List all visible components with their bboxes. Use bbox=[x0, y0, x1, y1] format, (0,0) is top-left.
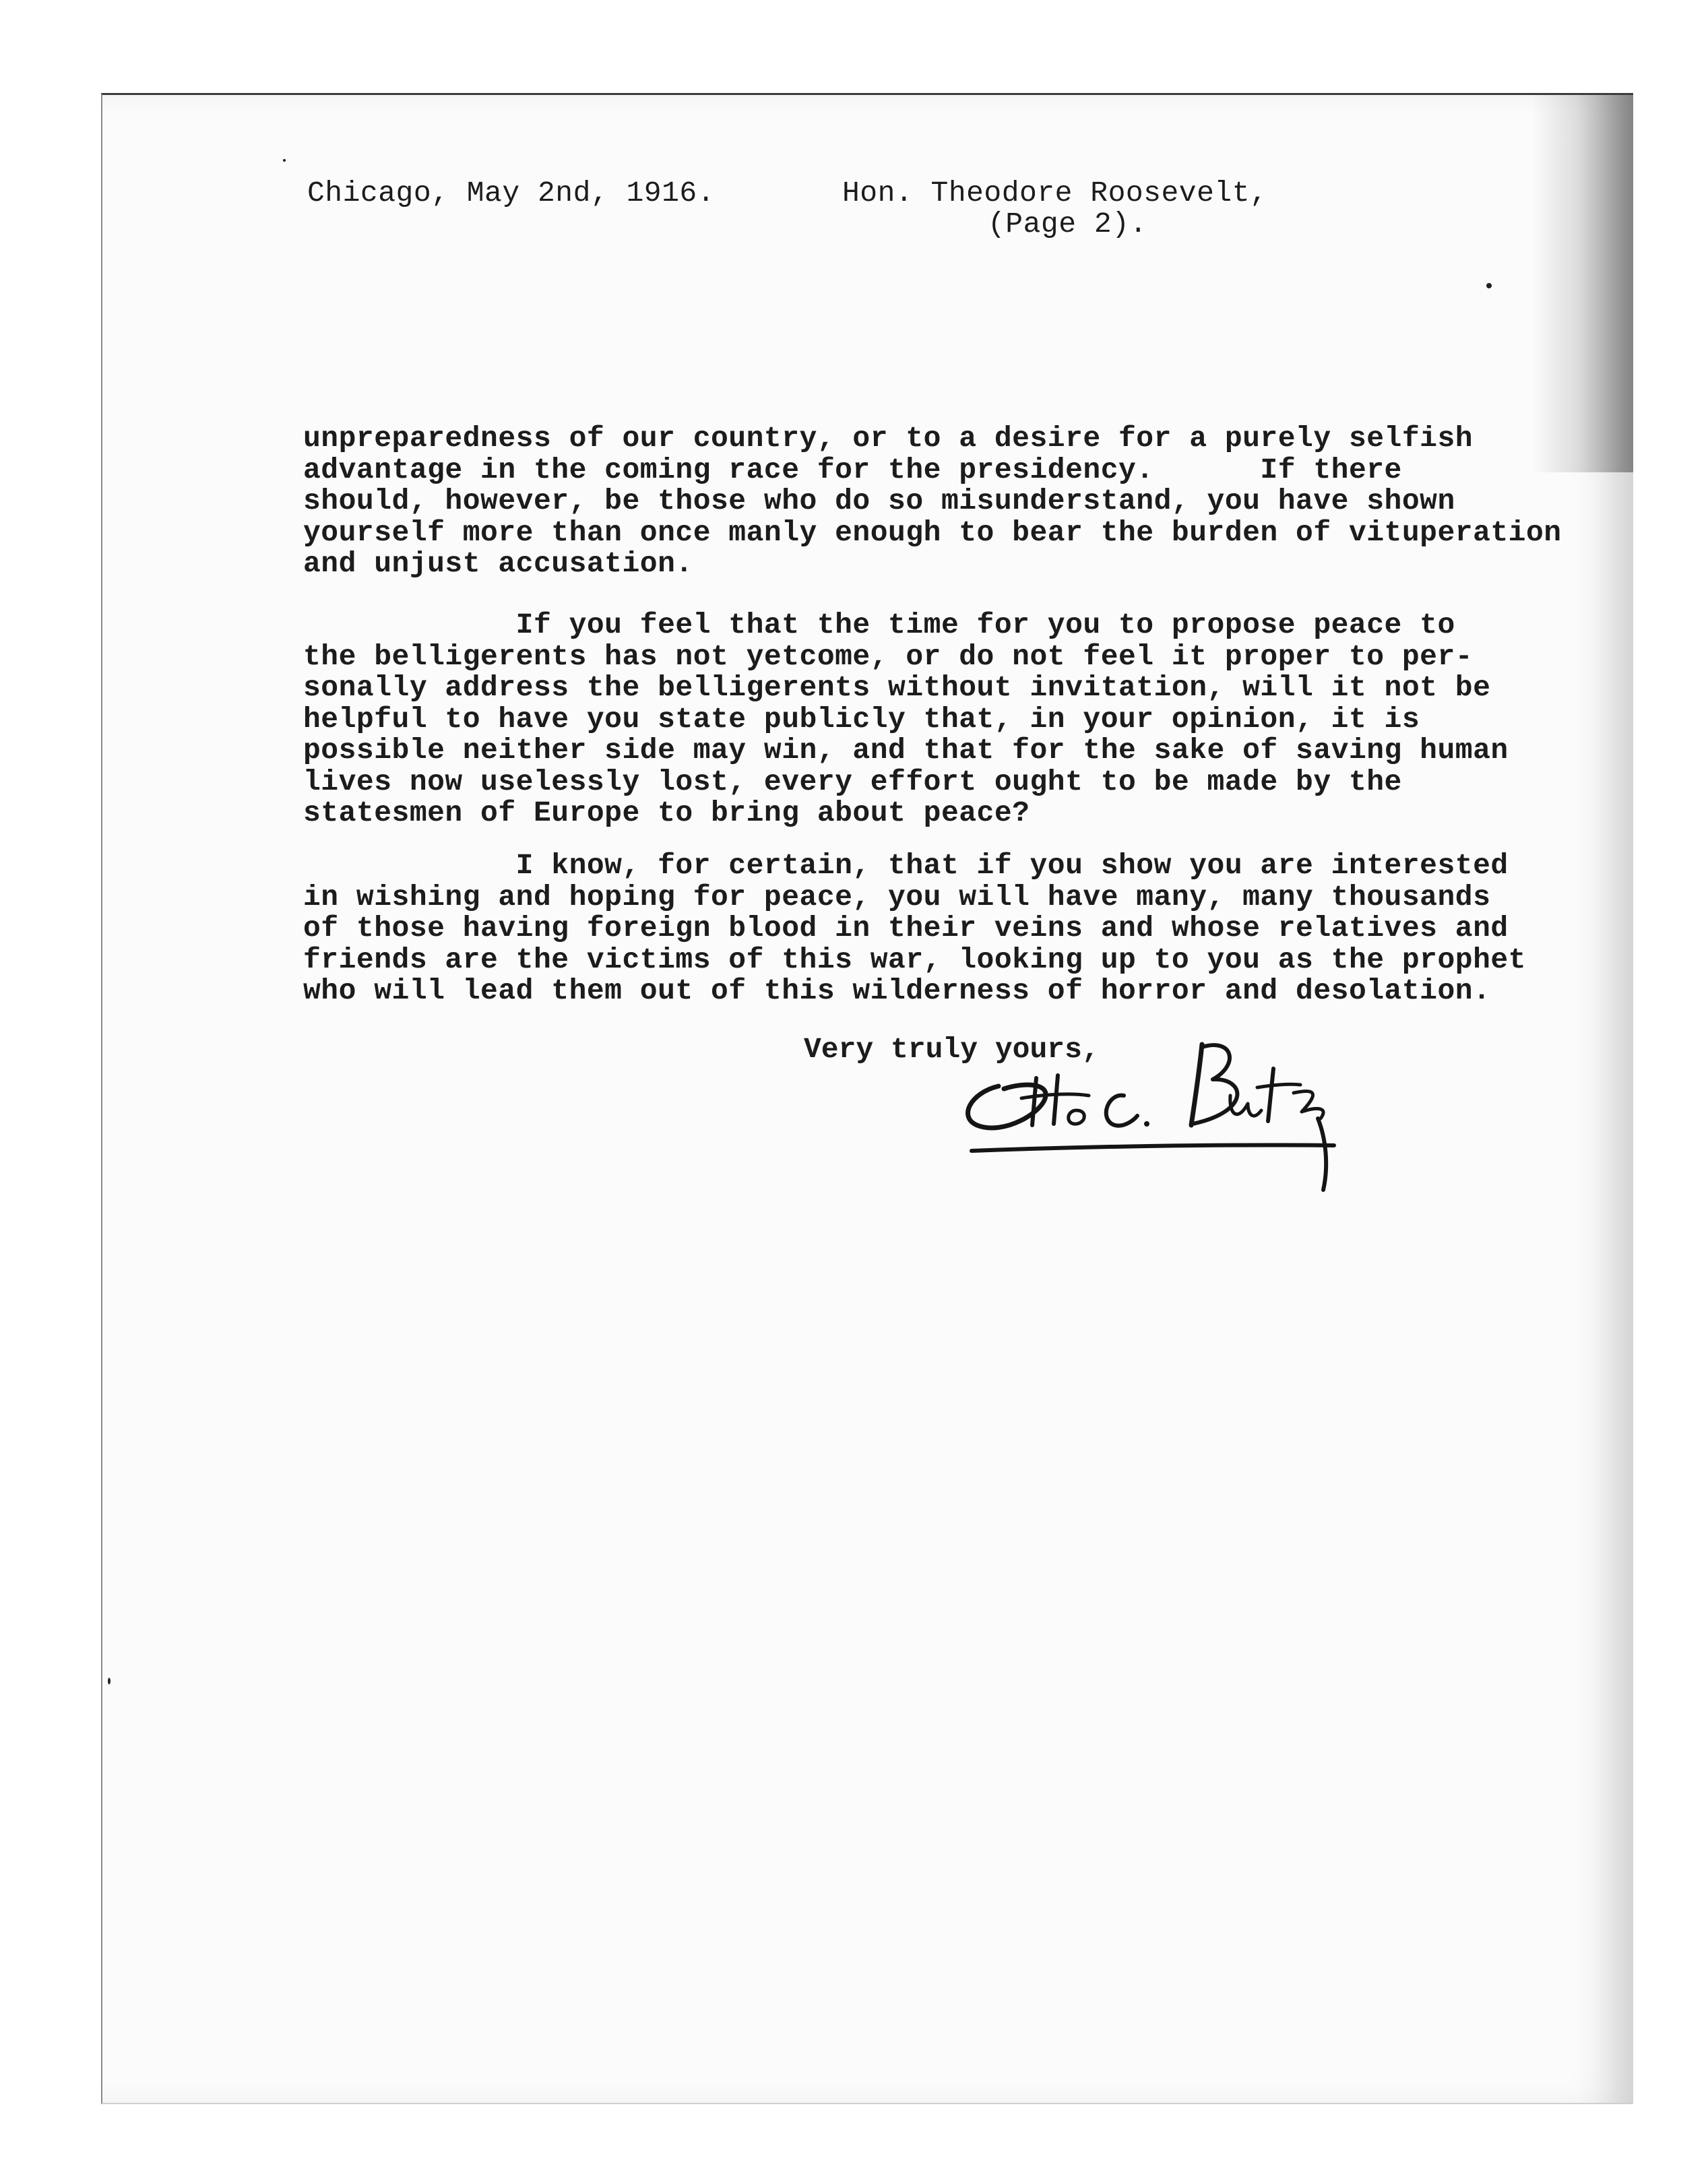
paragraph-2-line: statesmen of Europe to bring about peace? bbox=[303, 796, 1030, 829]
letter-page bbox=[101, 93, 1633, 2104]
paragraph-3-line: who will lead them out of this wilderness of horror and desolation. bbox=[303, 974, 1491, 1007]
paragraph-1-line: unpreparedness of our country, or to a desire for a purely selfish bbox=[303, 422, 1474, 455]
handwritten-signature bbox=[957, 1031, 1374, 1193]
paragraph-2-line: the belligerents has not yetcome, or do not feel it proper to per- bbox=[303, 639, 1474, 673]
paragraph-3-line: in wishing and hoping for peace, you will have many, many thousands bbox=[303, 880, 1491, 914]
paragraph-3-line: of those having foreign blood in their veins and whose relatives and bbox=[303, 912, 1509, 945]
header-place-date: Chicago, May 2nd, 1916. bbox=[307, 177, 715, 210]
paragraph-2-line: possible neither side may win, and that for the sake of saving human bbox=[303, 734, 1509, 767]
paragraph-3 bbox=[303, 850, 1526, 1007]
paragraph-2-line: helpful to have you state publicly that, in your opinion, it is bbox=[303, 702, 1420, 736]
closing-salutation: Very truly yours, bbox=[804, 1033, 1100, 1066]
ink-speck bbox=[1486, 283, 1492, 288]
paragraph-1-line: and unjust accusation. bbox=[303, 547, 693, 580]
header-page-label: (Page 2). bbox=[988, 208, 1147, 241]
paragraph-1 bbox=[303, 423, 1562, 580]
paragraph-3-line: I know, for certain, that if you show you are interested bbox=[303, 849, 1509, 882]
paragraph-2-line: lives now uselessly lost, every effort ought to be made by the bbox=[303, 765, 1402, 798]
page-edge-shadow bbox=[1532, 95, 1633, 472]
ink-speck bbox=[283, 159, 286, 162]
paragraph-2-line: sonally address the belligerents without invitation, will it not be bbox=[303, 671, 1491, 704]
paragraph-2 bbox=[303, 610, 1509, 829]
paragraph-1-line: should, however, be those who do so misunderstand, you have shown bbox=[303, 484, 1455, 517]
paragraph-2-line: If you feel that the time for you to propose peace to bbox=[303, 608, 1455, 641]
paragraph-1-line: advantage in the coming race for the presidency. If there bbox=[303, 453, 1402, 486]
ink-speck bbox=[108, 1678, 110, 1684]
paragraph-3-line: friends are the victims of this war, looking up to you as the prophet bbox=[303, 943, 1526, 976]
paragraph-1-line: yourself more than once manly enough to bear the burden of vituperation bbox=[303, 515, 1562, 549]
header-addressee: Hon. Theodore Roosevelt, bbox=[842, 177, 1268, 210]
